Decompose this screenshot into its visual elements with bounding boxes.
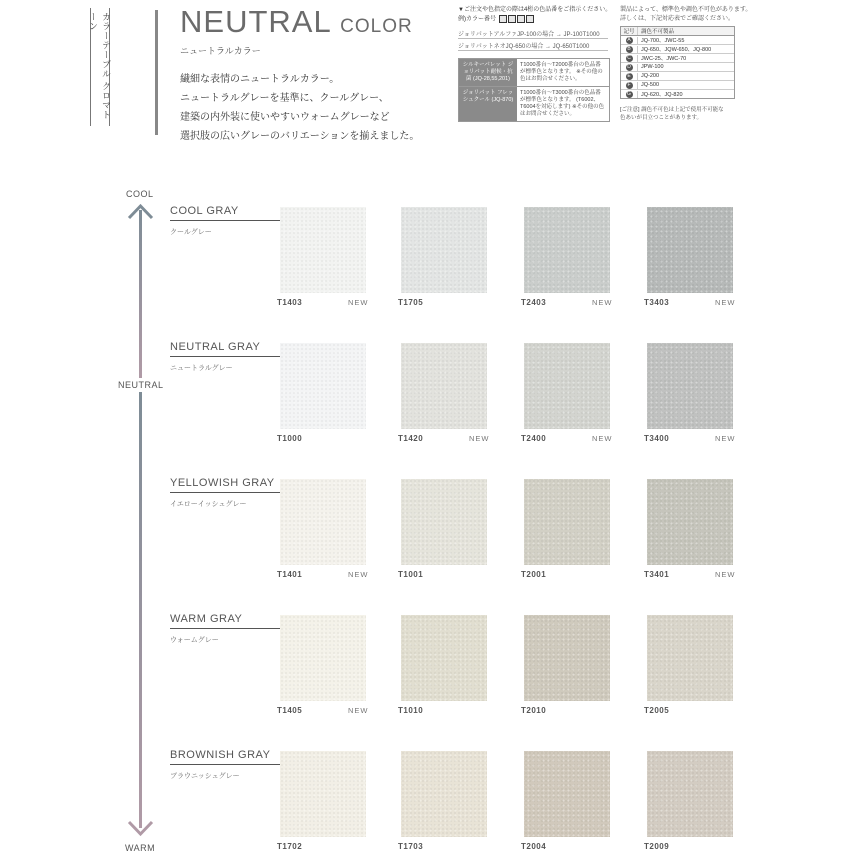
color-code: T1000	[277, 434, 303, 443]
color-code: T2400	[521, 434, 547, 443]
color-code: T1405	[277, 706, 303, 715]
color-swatch[interactable]	[280, 343, 366, 429]
mark-badge: C	[627, 54, 631, 61]
color-code: T1420	[398, 434, 424, 443]
color-swatch[interactable]	[280, 751, 366, 837]
color-swatch[interactable]	[647, 615, 733, 701]
color-swatch[interactable]	[280, 615, 366, 701]
new-badge: NEW	[715, 570, 736, 579]
color-code: T2403	[521, 298, 547, 307]
color-swatch[interactable]	[647, 207, 733, 293]
color-swatch[interactable]	[647, 751, 733, 837]
new-badge: NEW	[592, 434, 613, 443]
color-swatch[interactable]	[524, 207, 610, 293]
table-header-mark: 記号	[621, 27, 638, 35]
new-badge: NEW	[348, 298, 369, 307]
color-code: T2009	[644, 842, 670, 851]
mark-badge: D	[627, 63, 631, 70]
color-swatch[interactable]	[647, 479, 733, 565]
section-subtitle: ウォームグレー	[170, 637, 219, 644]
color-code: T1010	[398, 706, 424, 715]
section-subtitle: クールグレー	[170, 229, 212, 236]
color-swatch[interactable]	[524, 615, 610, 701]
footnote-line: [ご注意] 調色不可色は上記で使用不可能な	[620, 107, 724, 113]
color-swatch[interactable]	[401, 479, 487, 565]
table-cell-label: ジョリパット フレッシュクール (JQ-870)	[459, 87, 517, 121]
scale-label-warm: WARM	[125, 843, 156, 853]
scale-label-cool: COOL	[126, 189, 154, 199]
color-code: T3401	[644, 570, 670, 579]
example-row: ジョリパットネオJQ-650の場合 → JQ-650T1000	[458, 41, 608, 51]
page-title-suffix: COLOR	[340, 16, 413, 37]
axis-line-lower	[139, 392, 142, 828]
description-line: 繊細な表情のニュートラルカラー。	[180, 74, 340, 85]
section-title: NEUTRAL GRAY	[170, 341, 261, 353]
mark-badge: E	[627, 72, 631, 79]
color-swatch[interactable]	[647, 343, 733, 429]
products-cell: JQ-500	[641, 82, 660, 88]
color-code: T1703	[398, 842, 424, 851]
color-swatch[interactable]	[280, 479, 366, 565]
color-swatch[interactable]	[401, 615, 487, 701]
section-underline	[170, 356, 280, 357]
new-badge: NEW	[348, 706, 369, 715]
availability-note-line: 製品によって、標準色や調色不可色があります。	[620, 7, 752, 13]
new-badge: NEW	[715, 434, 736, 443]
description-line: ニュートラルグレーを基準に、クールグレー、	[180, 93, 389, 104]
new-badge: NEW	[469, 434, 490, 443]
products-cell: JQ-620、JQ-820	[641, 92, 683, 98]
order-notice-text: ▼ご注文や色指定の際は4桁の色品番をご指示ください。	[458, 7, 612, 13]
color-code: T1001	[398, 570, 424, 579]
description-line: 選択肢の広いグレーのバリエーションを揃えました。	[180, 131, 420, 142]
products-cell: JPW-100	[641, 64, 664, 70]
products-cell: JWC-25、JWC-70	[641, 56, 687, 62]
color-code: T3400	[644, 434, 670, 443]
example-row: ジョリパットアルファJP-100の場合 → JP-100T1000	[458, 29, 608, 39]
mark-badge: F	[627, 81, 631, 88]
color-code: T1702	[277, 842, 303, 851]
color-swatch[interactable]	[524, 751, 610, 837]
section-underline	[170, 628, 280, 629]
new-badge: NEW	[715, 298, 736, 307]
scale-label-neutral: NEUTRAL	[118, 380, 164, 390]
description-line: 建築の内外装に使いやすいウォームグレーなど	[180, 112, 390, 123]
section-title: BROWNISH GRAY	[170, 749, 271, 761]
section-title: YELLOWISH GRAY	[170, 477, 275, 489]
axis-line-upper	[139, 210, 142, 378]
color-code: T1403	[277, 298, 303, 307]
section-underline	[170, 764, 280, 765]
table-cell-value: T1000番台～T3000番台の色品番が標準色となります。 (T6002、T6004を対応します) ※その他の色はお問合せください。	[520, 90, 605, 117]
products-cell: JQ-200	[641, 73, 660, 79]
color-code: T1705	[398, 298, 424, 307]
table-cell-value: T1000番台～T2000番台の色品番が標準色となります。 ※その他の色はお問合せください。	[520, 62, 603, 82]
mark-badge: A	[627, 36, 631, 43]
availability-note-line: 詳しくは、下記対応表でご確認ください。	[620, 16, 735, 22]
section-underline	[170, 492, 280, 493]
color-code: T2010	[521, 706, 547, 715]
color-code: T2004	[521, 842, 547, 851]
example-label: 例)カラー番号	[458, 16, 496, 23]
mark-badge: G	[627, 90, 631, 97]
section-title: COOL GRAY	[170, 205, 239, 217]
color-swatch[interactable]	[401, 207, 487, 293]
section-underline	[170, 220, 280, 221]
table-cell-label: シルキーパレット ジョリパット耐候・抗菌 (JQ-28,55,201)	[459, 59, 517, 86]
color-swatch[interactable]	[524, 479, 610, 565]
new-badge: NEW	[592, 298, 613, 307]
color-swatch[interactable]	[280, 207, 366, 293]
footnote-line: 色あいが目立つことがあります。	[620, 115, 703, 121]
color-code: T2001	[521, 570, 547, 579]
section-subtitle: ニュートラルグレー	[170, 365, 233, 372]
new-badge: NEW	[348, 570, 369, 579]
color-code: T3403	[644, 298, 670, 307]
color-swatch[interactable]	[401, 343, 487, 429]
table-header-products: 調色不可製品	[641, 29, 675, 35]
products-cell: JQ-650、JQW-650、JQ-800	[641, 47, 712, 53]
page-subtitle: ニュートラルカラー	[180, 46, 261, 56]
section-subtitle: イエローイッシュグレー	[170, 501, 247, 508]
page-title-main: NEUTRAL	[180, 4, 331, 39]
color-swatch[interactable]	[401, 751, 487, 837]
section-title: WARM GRAY	[170, 613, 243, 625]
color-code: T2005	[644, 706, 670, 715]
color-swatch[interactable]	[524, 343, 610, 429]
mark-badge: B	[627, 45, 631, 52]
color-code: T1401	[277, 570, 303, 579]
vertical-tab: カラーテーブル クロマトーン	[90, 8, 110, 126]
section-subtitle: ブラウニッシュグレー	[170, 773, 240, 780]
products-cell: JQ-700、JWC-55	[641, 38, 685, 44]
